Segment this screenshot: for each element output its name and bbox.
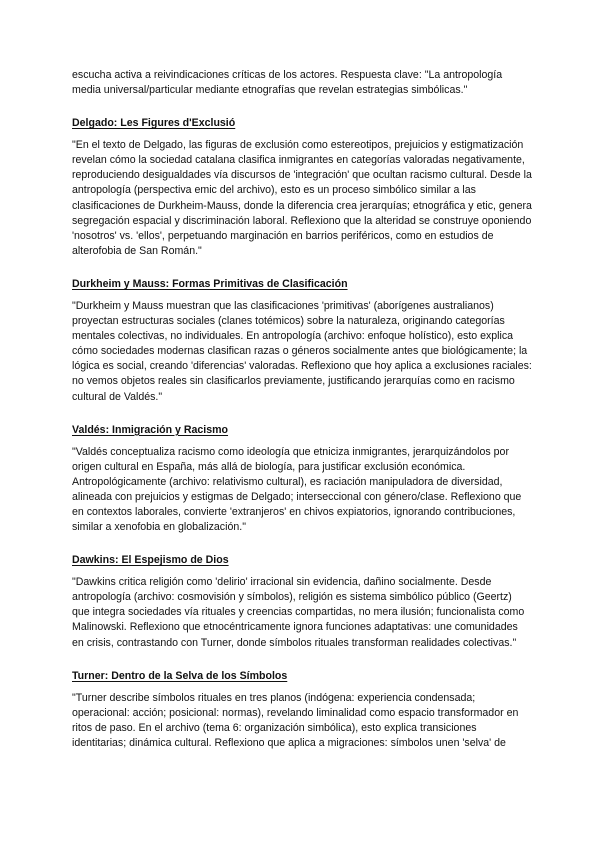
- section-heading: Valdés: Inmigración y Racismo: [72, 423, 229, 436]
- section-delgado: [72, 116, 532, 259]
- section-heading: Dawkins: El Espejismo de Dios: [72, 554, 229, 567]
- section-body: "Turner describe símbolos rituales en tres planos (indógena: experiencia condensada; operacional: acción; posicional: normas), revelando liminalidad como espacio transformador en ritos de paso. En el archivo (tema 6: organización simbólica), esto explica transiciones identitarias; dinámica cultural. Reflexiono que aplica a migraciones: símbolos unen 'selva' de: [72, 691, 519, 749]
- section-heading: Turner: Dentro de la Selva de los Símbolos: [72, 669, 288, 682]
- section-turner: [72, 669, 532, 751]
- section-durkheim-mauss: [72, 277, 532, 405]
- section-body: "En el texto de Delgado, las figuras de exclusión como estereotipos, prejuicios y estigmatización revelan cómo la sociedad catalana clasifica inmigrantes en categorías valoradas negativamente, reproduciendo desigualdades vía discursos de 'integración' que ocultan racismo cultural. Desde la antropología (perspectiva emic del archivo), esto es un proceso simbólico similar a las clasificaciones de Durkheim-Mauss, donde la diferencia crea jerarquías; etnográfica y etic, genera segregación espacial y discriminación laboral. Reflexiono que la alteridad se construye oponiendo 'nosotros' vs. 'ellos', perpetuando marginación en barrios periféricos, como en estudios de alterofobia de San Román.": [72, 139, 532, 257]
- section-body: "Durkheim y Mauss muestran que las clasificaciones 'primitivas' (aborígenes australianos) proyectan estructuras sociales (clanes totémicos) sobre la naturaleza, originando categorías mentales colectivas, no individuales. En antropología (archivo: enfoque holístico), esto explica cómo sociedades modernas clasifican razas o géneros socialmente antes que biológicamente; la lógica es social, creando 'diferencias' valoradas. Reflexiono que hoy aplica a exclusiones raciales: no vemos objetos reales sin clasificarlos previamente, justificando jerarquías como en racismo cultural de Valdés.": [72, 299, 532, 403]
- intro-paragraph: escucha activa a reivindicaciones críticas de los actores. Respuesta clave: "La antropología media universal/particular mediante etnografías que revelan estrategias simbólicas.": [72, 69, 503, 97]
- section-dawkins: [72, 553, 532, 650]
- section-heading: Delgado: Les Figures d'Exclusió: [72, 117, 236, 130]
- section-body: "Dawkins critica religión como 'delirio' irracional sin evidencia, dañino socialmente. Desde antropología (archivo: cosmovisión y símbolos), religión es sistema simbólico público (Geertz) que integra sociedades vía rituales y creencias compartidas, no mera ilusión; funcionalista como Malinowski. Reflexiono que etnocéntricamente ignora funciones adaptativas: une comunidades en crisis, contrastando con Turner, donde símbolos rituales transforman realidades colectivas.": [72, 576, 525, 649]
- section-body: "Valdés conceptualiza racismo como ideología que etniciza inmigrantes, jerarquizándolos por origen cultural en España, más allá de biología, para justificar exclusión económica. Antropológicamente (archivo: relativismo cultural), es raciación manipuladora de diversidad, alineada con prejuicios y estigmas de Delgado; interseccional con género/clase. Reflexiono que en contextos laborales, convierte 'extranjeros' en chivos expiatorios, ignorando contribuciones, similar a xenofobia en globalización.": [72, 445, 522, 534]
- section-valdes: [72, 423, 532, 536]
- document-page: [72, 68, 532, 751]
- section-heading: Durkheim y Mauss: Formas Primitivas de Clasificación: [72, 277, 348, 290]
